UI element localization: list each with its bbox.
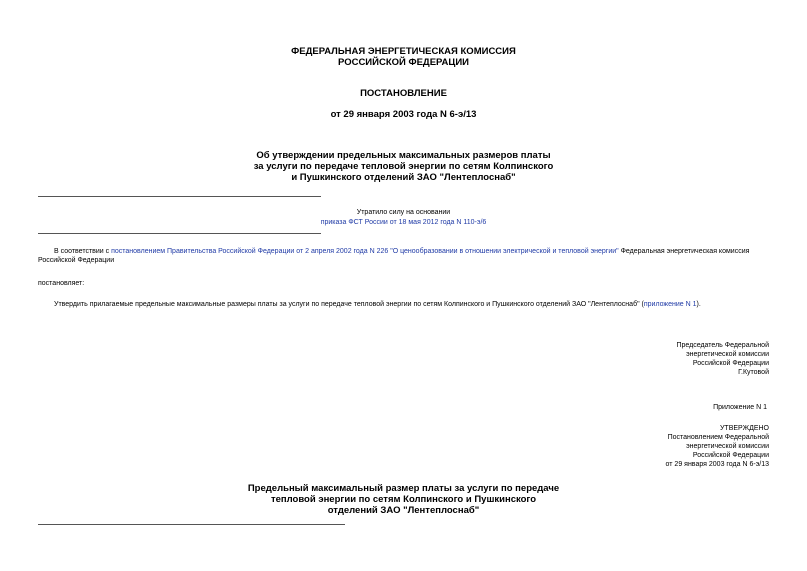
- para1-line2: Российской Федерации: [38, 257, 115, 264]
- signature-name: Г.Кутовой: [738, 369, 769, 376]
- org-name-line2: РОССИЙСКОЙ ФЕДЕРАЦИИ: [337, 57, 469, 68]
- title-line2: за услуги по передаче тепловой энергии по сетям Колпинского: [253, 161, 554, 172]
- signature-line2: энергетической комиссии: [686, 351, 769, 358]
- doc-type: ПОСТАНОВЛЕНИЕ: [360, 88, 447, 99]
- document-title: [0, 150, 807, 183]
- lost-force-note: Утратило силу на основании: [356, 209, 451, 216]
- appendix-title-line1: Предельный максимальный размер платы за услуги по передаче: [247, 483, 560, 494]
- approval-line1: Постановлением Федеральной: [667, 434, 769, 441]
- paragraph-approve: [54, 300, 784, 309]
- para1-prefix: В соответствии с: [54, 248, 112, 255]
- divider-line: [38, 524, 345, 525]
- signature-block: [560, 341, 769, 377]
- appendix-title-line3: отделений ЗАО "Лентеплоснаб": [327, 505, 480, 516]
- divider-line: [38, 196, 321, 197]
- signature-line1: Председатель Федеральной: [676, 342, 769, 349]
- para2-suffix: ).: [696, 301, 701, 308]
- org-name-line1: ФЕДЕРАЛЬНАЯ ЭНЕРГЕТИЧЕСКАЯ КОМИССИЯ: [291, 46, 516, 57]
- approval-line3: Российской Федерации: [692, 452, 769, 459]
- para1-suffix: Федеральная энергетическая комиссия: [618, 248, 750, 255]
- title-line3: и Пушкинского отделений ЗАО "Лентеплоснаб": [291, 172, 516, 183]
- title-line1: Об утверждении предельных максимальных размеров платы: [256, 150, 551, 161]
- basis-link[interactable]: приказа ФСТ России от 18 мая 2012 года N 110-э/6: [320, 219, 487, 226]
- approved-label: УТВЕРЖДЕНО: [719, 425, 769, 432]
- para2-prefix: Утвердить прилагаемые предельные максимальные размеры платы за услуги по передаче тепловой энергии по сетям Колпинского и Пушкинского отделений ЗАО "Лентеплоснаб" (: [54, 301, 644, 308]
- approval-line2: энергетической комиссии: [686, 443, 769, 450]
- appendix-label: Приложение N 1: [713, 404, 767, 411]
- paragraph-basis: [38, 247, 773, 265]
- decides-label: постановляет:: [38, 280, 85, 287]
- divider-line: [38, 233, 321, 234]
- approval-block: [560, 424, 769, 469]
- appendix-title-line2: тепловой энергии по сетям Колпинского и Пушкинского: [270, 494, 537, 505]
- government-decree-link[interactable]: постановлением Правительства Российской Федерации от 2 апреля 2002 года N 226 "О ценообразовании в отношении электрической и тепловой энергии": [111, 248, 619, 255]
- signature-line3: Российской Федерации: [692, 360, 769, 367]
- document-header: [0, 46, 807, 68]
- appendix-link[interactable]: приложение N 1: [643, 301, 697, 308]
- doc-date: от 29 января 2003 года N 6-э/13: [330, 109, 477, 120]
- appendix-title: [0, 483, 807, 516]
- approval-line4: от 29 января 2003 года N 6-э/13: [665, 461, 769, 468]
